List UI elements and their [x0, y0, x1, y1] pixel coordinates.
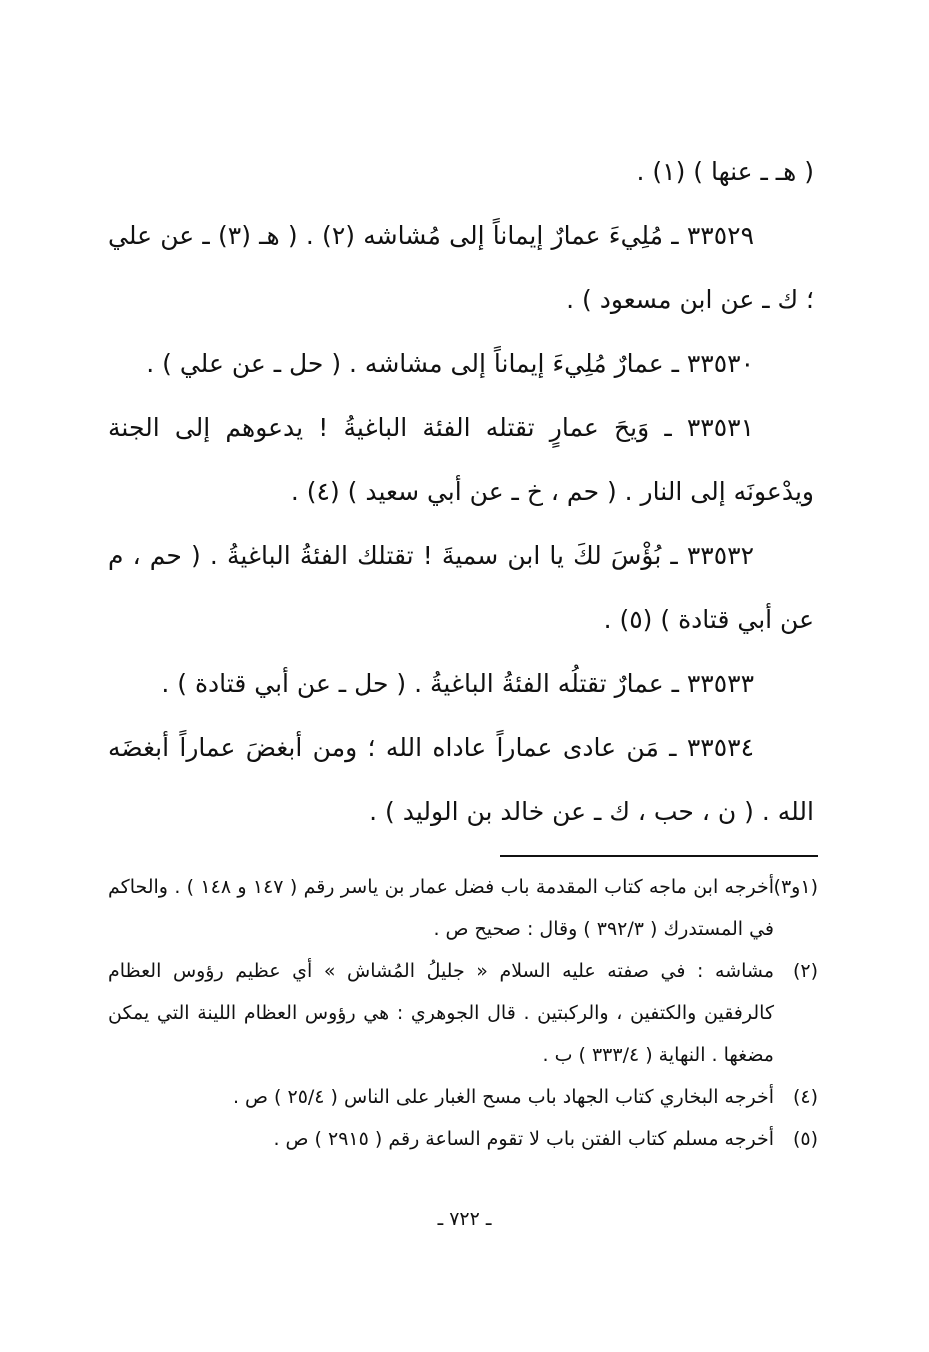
footnote-text: أخرجه ابن ماجه كتاب المقدمة باب فضل عمار بن ياسر رقم ( ١٤٧ و ١٤٨ ) . والحاكم في المستدرك ( ٣٩٢/٣ ) وقال : صحيح ص .: [108, 876, 774, 940]
hadith-entry: ٣٣٥٣٠ ـ عمارٌ مُلِيءَ إيماناً إلى مشاشه . ( حل ـ عن علي ) .: [146, 349, 754, 378]
page-number: ـ ٧٢٢ ـ: [437, 1208, 492, 1230]
main-text: [108, 140, 814, 844]
footnote-number: (٤): [792, 1086, 818, 1108]
hadith-entry: ٣٣٥٣٢ ـ بُؤْسَ لكَ يا ابن سميةَ ! تقتلك الفئةُ الباغيةُ . ( حم ، م عن أبي قتادة ) (٥) .: [108, 541, 814, 634]
footnote-text: أخرجه البخاري كتاب الجهاد باب مسح الغبار على الناس ( ٢٥/٤ ) ص .: [232, 1086, 774, 1108]
hadith-entry: ( هـ ـ عنها ) (١) .: [636, 157, 814, 186]
footnote-number: (٢): [792, 960, 818, 982]
footnote-text: أخرجه مسلم كتاب الفتن باب لا تقوم الساعة رقم ( ٢٩١٥ ) ص .: [273, 1128, 774, 1150]
footnote-text: مشاشه : في صفته عليه السلام « جليلُ المُشاش » أي عظيم رؤوس العظام كالرفقين والكتفين ، والركبتين . قال الجوهري : هي رؤوس العظام اللينة التي يمكن مضغها . النهاية ( ٣٣٣/٤ ) ب .: [108, 960, 774, 1066]
footnote-separator: [500, 855, 818, 857]
footnote: [108, 866, 818, 950]
footnote: [108, 950, 818, 1076]
hadith-entry: ٣٣٥٣٤ ـ مَن عادى عماراً عاداه الله ؛ ومن أبغضَ عماراً أبغضَه الله . ( ن ، حب ، ك ـ عن خالد بن الوليد ) .: [108, 733, 814, 826]
hadith-entry: ٣٣٥٢٩ ـ مُلِيءَ عمارٌ إيماناً إلى مُشاشه (٢) . ( هـ (٣) ـ عن علي ؛ ك ـ عن ابن مسعود ) .: [108, 221, 814, 314]
footnote-number: (٥): [792, 1128, 818, 1150]
footnotes: [108, 866, 818, 1160]
hadith-entry: ٣٣٥٣١ ـ وَيحَ عمارٍ تقتله الفئة الباغيةُ ! يدعوهم إلى الجنة ويدْعونَه إلى النار . ( حم ، خ ـ عن أبي سعيد ) (٤) .: [108, 413, 814, 506]
footnote-number: (١و٣): [773, 876, 818, 898]
footnote: [108, 1118, 818, 1160]
hadith-entry: ٣٣٥٣٣ ـ عمارٌ تقتلُه الفئةُ الباغيةُ . ( حل ـ عن أبي قتادة ) .: [161, 669, 754, 698]
footnote: [108, 1076, 818, 1118]
